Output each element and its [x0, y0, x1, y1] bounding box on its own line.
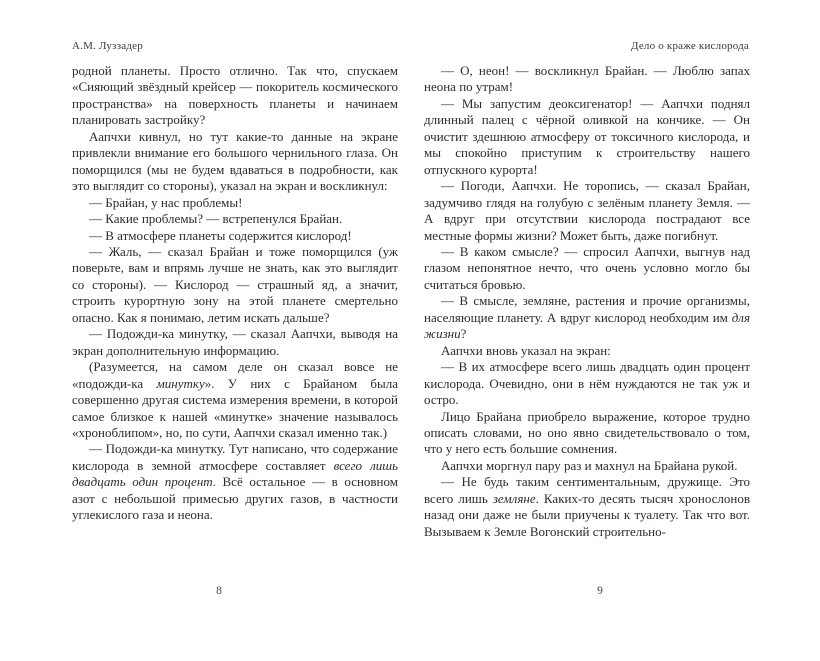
paragraph — [72, 228, 398, 244]
text-run: — В атмосфере планеты содержится кислород! — [89, 227, 352, 243]
text-run: Аапчхи моргнул пару раз и махнул на Брайана рукой. — [441, 457, 738, 473]
paragraph — [424, 343, 750, 359]
page-number-left: 8 — [216, 585, 222, 597]
text-run: земляне — [492, 490, 536, 506]
paragraph — [424, 63, 750, 96]
text-run: всего лишь двадцать один процент — [72, 457, 398, 490]
paragraph — [424, 96, 750, 178]
text-run: — Погоди, Аапчхи. Не торопись, — сказал Брайан, задумчиво глядя на голубую с зелёным планету Земля. — А вдруг при отсутствии кислорода пострадают все местные формы жизни? Может быть, даже погибнут. — [424, 178, 750, 243]
paragraph — [72, 359, 398, 441]
text-run: — Не будь таким сентиментальным, дружище. Это всего лишь — [424, 474, 750, 506]
paragraph — [424, 293, 750, 342]
text-run: — Подожди-ка минутку, — сказал Аапчхи, выводя на экран дополнительную информацию. — [72, 326, 398, 358]
paragraph — [424, 458, 750, 474]
paragraph — [424, 409, 750, 458]
paragraph — [424, 359, 750, 408]
text-run: Аапчхи вновь указал на экран: — [441, 342, 611, 358]
text-run: — Мы запустим деоксигенатор! — Аапчхи поднял длинный палец с чёрной оливкой на кончике. — Он очистит здешнюю атмосферу от токсичного кислорода, и мы спокойно приступим к строительству нашего отпускного курорта! — [424, 95, 750, 177]
paragraph — [72, 244, 398, 326]
text-run: — В смысле, земляне, растения и прочие организмы, населяющие планету. А вдруг кислород необходим им — [424, 293, 750, 325]
text-run: — В их атмосфере всего лишь двадцать один процент кислорода. Очевидно, они в нём нуждаются не так уж и остро. — [424, 359, 750, 408]
text-run: — Жаль, — сказал Брайан и тоже поморщился (уж поверьте, вам и впрямь лучше не знать, как это выглядит со стороны). — Кислород — страшный яд, а значит, строить курортную зону на этой планете смертельно опасно. Как я понимаю, летим искать дальше? — [72, 243, 398, 325]
page-number-right: 9 — [597, 585, 603, 597]
paragraph — [72, 211, 398, 227]
text-run: — О, неон! — воскликнул Брайан. — Люблю запах неона по утрам! — [424, 63, 750, 95]
paragraph — [424, 244, 750, 293]
left-page-text-column — [72, 63, 398, 524]
text-run: . Каких-то десять тысяч хронослонов назад они даже не были приучены к туалету. Так что вот. Вызываем к Земле Вогонский строительно- — [424, 490, 750, 539]
paragraph — [72, 441, 398, 523]
paragraph — [424, 178, 750, 244]
right-page-text-column — [424, 63, 750, 540]
text-run: — В каком смысле? — спросил Аапчхи, выгнув над глазом непонятное нечто, что очень условно могло бы считаться бровью. — [424, 243, 750, 292]
text-run: родной планеты. Просто отлично. Так что, спускаем «Сияющий звёздный крейсер — покоритель космического пространства» на поверхность планеты и начинаем планировать застройку? — [72, 63, 398, 128]
running-head-title: Дело о краже кислорода — [631, 40, 749, 52]
text-run: — Брайан, у нас проблемы! — [89, 194, 243, 210]
text-run: минутку — [156, 375, 205, 391]
paragraph — [72, 63, 398, 129]
text-run: Аапчхи кивнул, но тут какие-то данные на экране привлекли внимание его большого чернильного глаза. Он поморщился (мы не будем вдаваться в подробности, как это выглядит со стороны), указал на экран и воскликнул: — [72, 128, 398, 194]
text-run: ». У них с Брайаном была совершенно другая система измерения времени, в которой самое близкое к нашей «минутке» значение называлось «хроноблипом», но, по сути, Аапчхи сказал именно так.) — [72, 375, 398, 440]
text-run: Лицо Брайана приобрело выражение, которое трудно описать словами, но оно явно свидетельствовало о том, что у него есть большие сомнения. — [424, 408, 750, 457]
text-run: для жизни — [424, 309, 750, 342]
paragraph — [72, 326, 398, 359]
text-run: — Подожди-ка минутку. Тут написано, что содержание кислорода в земной атмосфере составляет — [72, 441, 398, 473]
text-run: — Какие проблемы? — встрепенулся Брайан. — [89, 211, 343, 227]
paragraph — [72, 195, 398, 211]
text-run: (Разумеется, на самом деле он сказал вовсе не «подожди-ка — [72, 359, 398, 391]
paragraph — [424, 474, 750, 540]
running-head-author: А.М. Луззадер — [72, 40, 143, 52]
text-run: ? — [460, 326, 467, 342]
paragraph — [72, 129, 398, 195]
text-run: . Всё остальное — в основном азот с небольшой примесью других газов, в частности углекислого газа и неона. — [72, 474, 398, 523]
